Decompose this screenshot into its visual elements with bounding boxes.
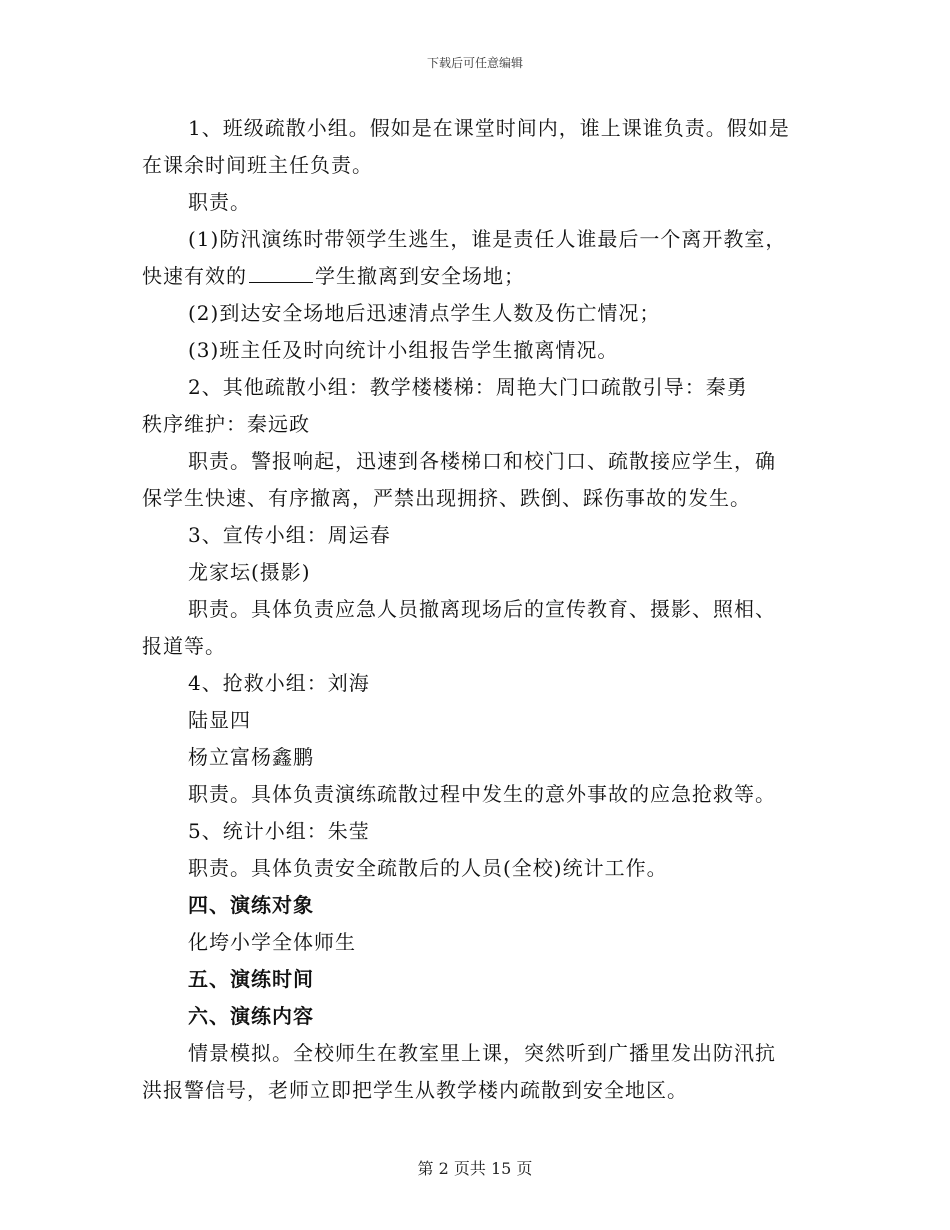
paragraph-line: 报道等。 [142,634,226,658]
paragraph-line: (3)班主任及时向统计小组报告学生撤离情况。 [188,338,619,362]
paragraph-line: 职责。具体负责应急人员撤离现场后的宣传教育、摄影、照相、 [188,597,776,621]
fill-in-blank [249,262,313,283]
section-heading: 六、演练内容 [188,1004,314,1028]
paragraph-line: 情景模拟。全校师生在教室里上课，突然听到广播里发出防汛抗 [188,1041,776,1065]
page-header: 下载后可任意编辑 [426,56,523,70]
section-heading: 五、演练时间 [188,967,314,991]
paragraph-line: 2、其他疏散小组：教学楼楼梯：周艳大门口疏散引导：秦勇 [188,375,748,399]
paragraph-line: (1)防汛演练时带领学生逃生，谁是责任人谁最后一个离开教室， [188,227,787,251]
section-heading: 四、演练对象 [188,893,314,917]
paragraph-line: 3、宣传小组：周运春 [188,523,391,547]
paragraph-line: 杨立富杨鑫鹏 [188,745,314,769]
page-footer: 第 2 页共 15 页 [417,1159,533,1178]
paragraph-line: 陆显四 [188,708,251,732]
paragraph-line: 1、班级疏散小组。假如是在课堂时间内，谁上课谁负责。假如是 [188,116,790,140]
paragraph-line: 保学生快速、有序撤离，严禁出现拥挤、跌倒、踩伤事故的发生。 [142,486,751,510]
paragraph-line: 龙家坛(摄影) [188,560,311,584]
paragraph-line: 洪报警信号，老师立即把学生从教学楼内疏散到安全地区。 [142,1078,688,1102]
paragraph-line: 职责。具体负责演练疏散过程中发生的意外事故的应急抢救等。 [188,782,776,806]
paragraph-line: 职责。警报响起，迅速到各楼梯口和校门口、疏散接应学生，确 [188,449,776,473]
paragraph-line: (2)到达安全场地后迅速清点学生人数及伤亡情况； [188,301,661,325]
document-body [142,110,810,1109]
paragraph-line: 4、抢救小组：刘海 [188,671,370,695]
paragraph-line: 化垮小学全体师生 [188,930,356,954]
text-segment: 快速有效的 [142,264,247,288]
paragraph-line: 5、统计小组：朱莹 [188,819,370,843]
paragraph-line: 在课余时间班主任负责。 [142,153,373,177]
paragraph-line-with-blank [142,258,810,295]
paragraph-line: 秩序维护：秦远政 [142,412,310,436]
paragraph-line: 职责。具体负责安全疏散后的人员(全校)统计工作。 [188,856,668,880]
text-segment: 学生撤离到安全场地； [315,264,525,288]
paragraph-line: 职责。 [188,190,251,214]
